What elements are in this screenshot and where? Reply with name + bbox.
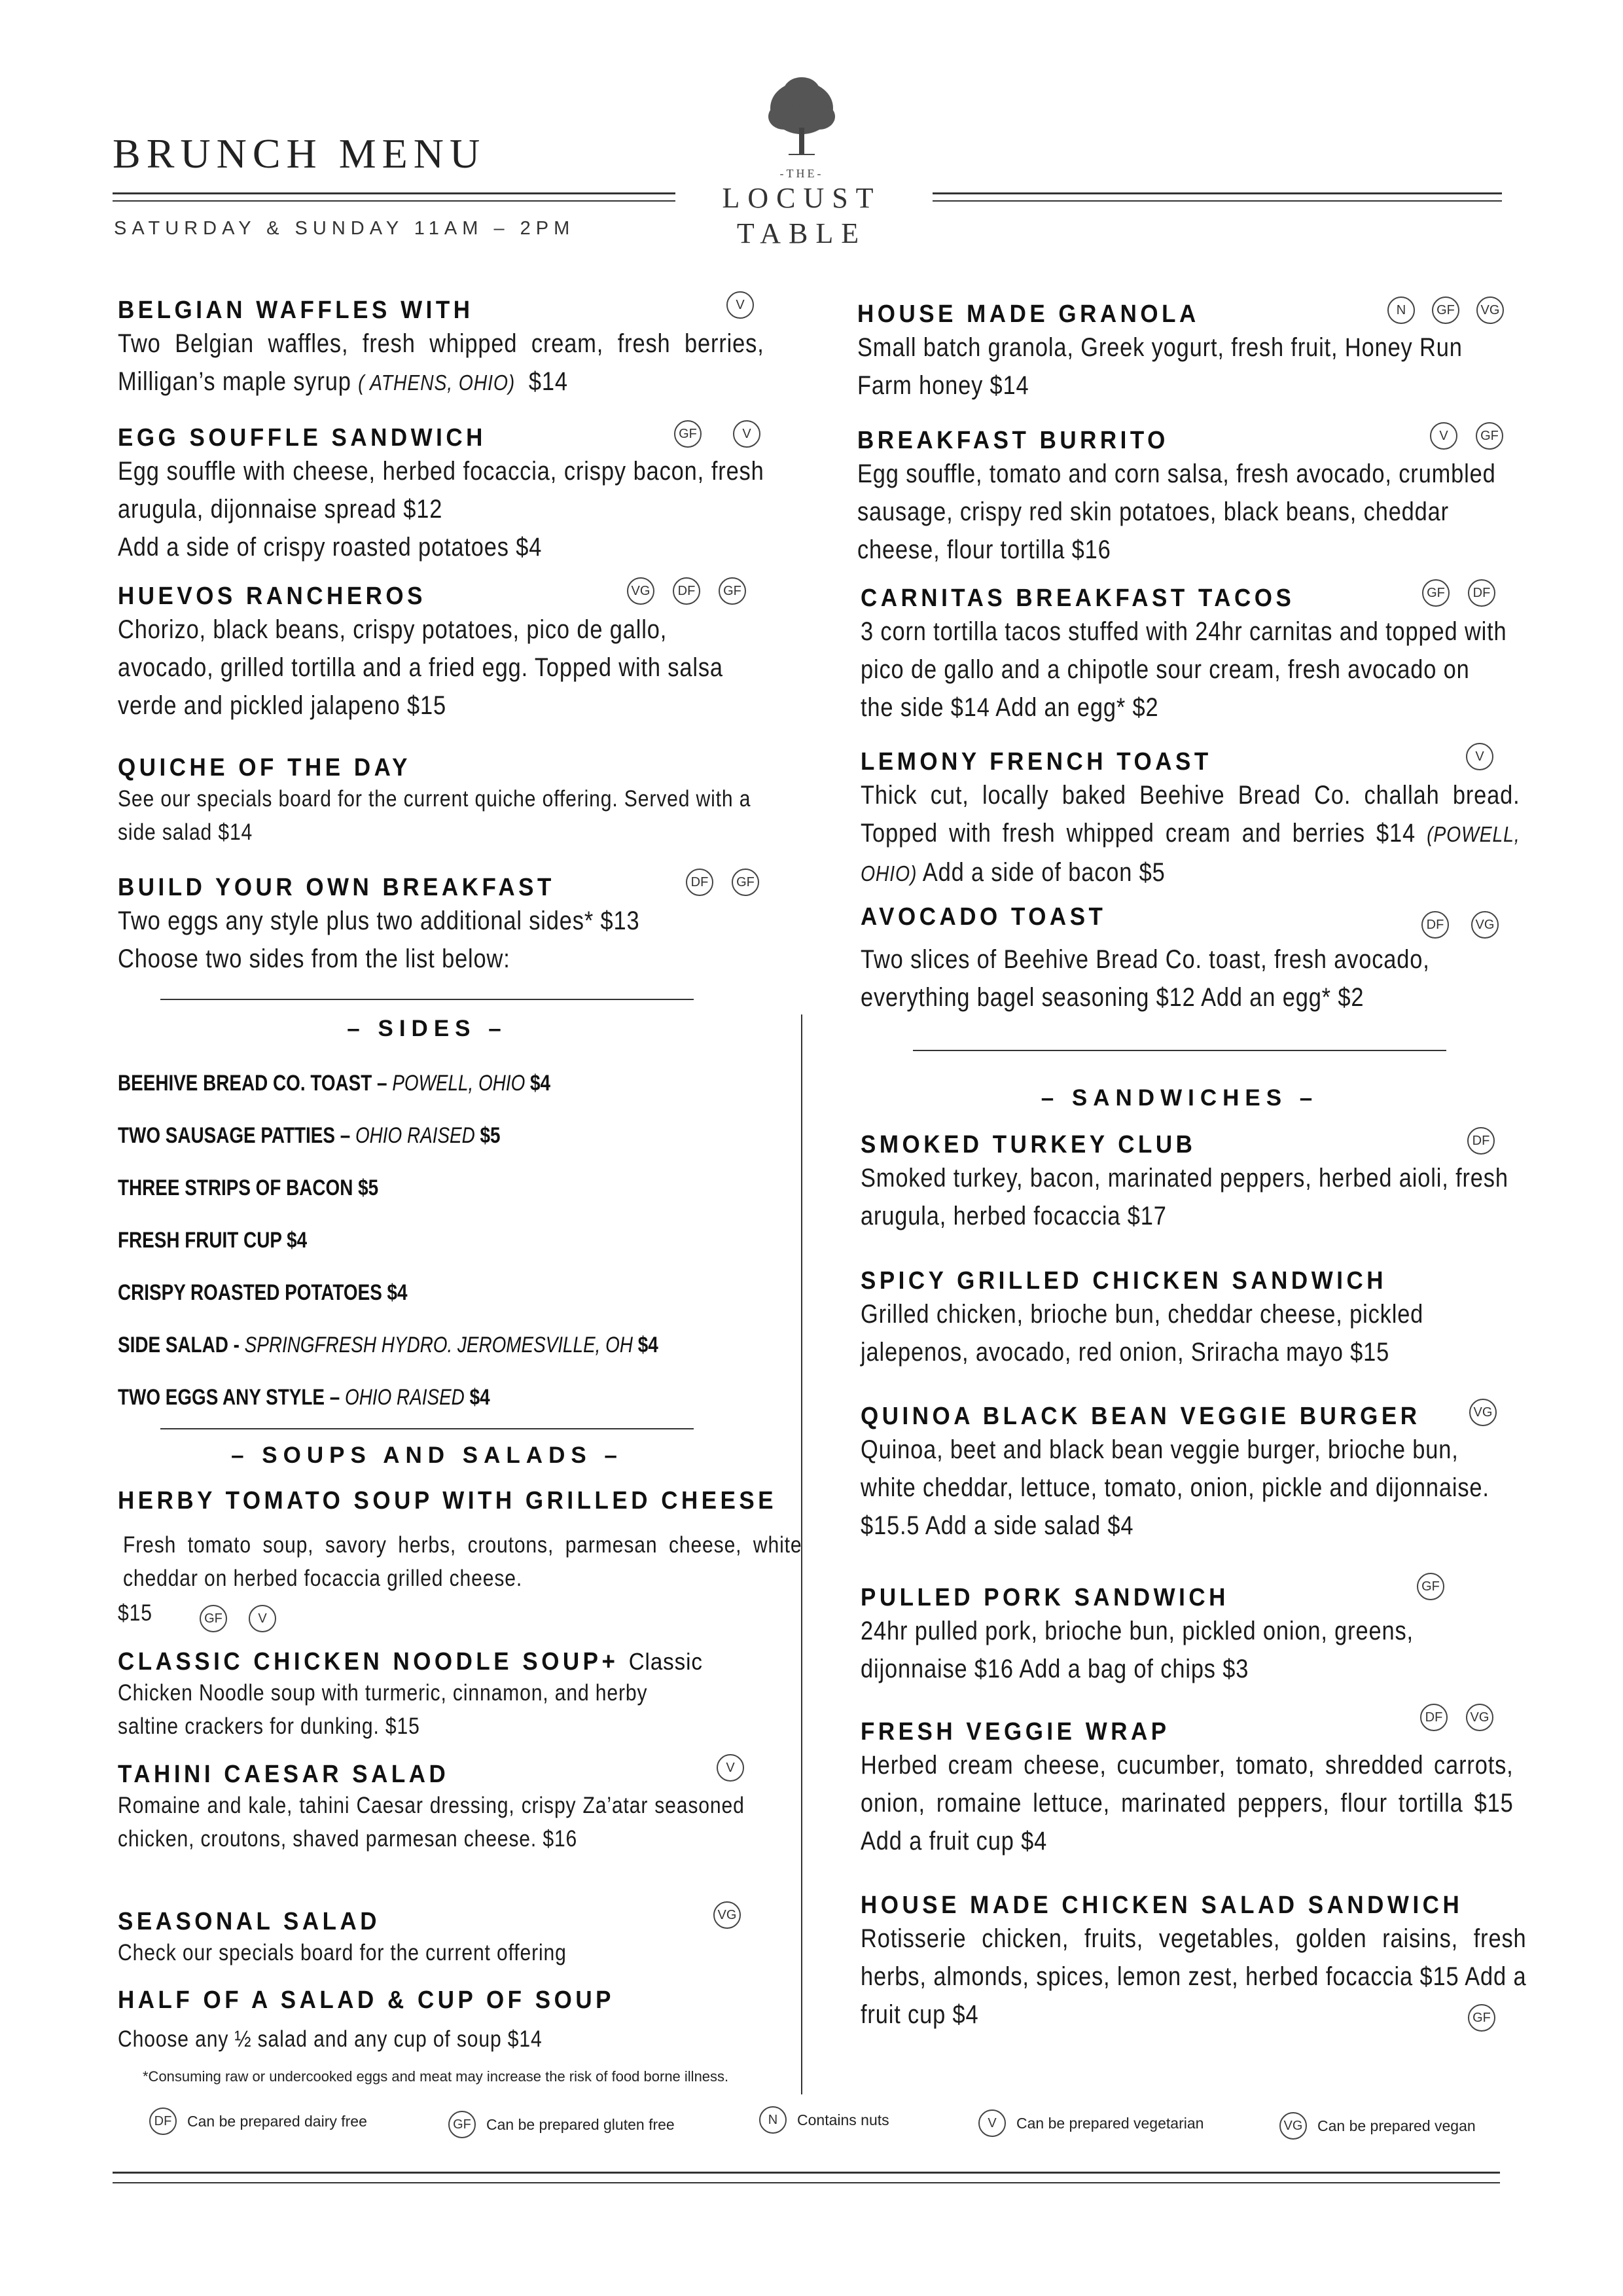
item-name: PULLED PORK SANDWICH [861,1584,1229,1611]
item-name: HOUSE MADE GRANOLA [857,300,1200,328]
vegetarian-icon: V [1430,422,1457,450]
vegetarian-icon: V [733,420,760,448]
item-half-salad-soup [118,1986,766,2056]
gluten-free-icon: GF [674,420,702,448]
item-carnitas-tacos [861,584,1508,726]
side-item: CRISPY ROASTED POTATOES $4 [118,1280,408,1305]
legend-text: Contains nuts [797,2111,889,2128]
soups-heading: – SOUPS AND SALADS – [231,1443,623,1468]
vegan-icon: VG [1469,1399,1497,1426]
item-description: See our specials board for the current quiche offering. Served with a side salad $14 [118,786,751,845]
legend-dairy-free [149,2108,367,2135]
gluten-free-icon: GF [732,869,759,896]
legend-text: Can be prepared vegan [1317,2117,1476,2134]
item-huevos-rancheros [118,583,766,725]
item-description: Small batch granola, Greek yogurt, fresh fruit, Honey Run Farm honey $14 [857,333,1463,400]
legend-text: Can be prepared vegetarian [1016,2114,1204,2132]
legend-text: Can be prepared dairy free [187,2112,367,2130]
header-rule-left [113,192,675,194]
item-description: Fresh tomato soup, savory herbs, croutons, parmesan cheese, white cheddar on herbed focaccia grilled cheese. [123,1532,802,1591]
side-item: TWO SAUSAGE PATTIES – OHIO RAISED $5 [118,1123,501,1148]
logo [713,72,890,251]
item-build-your-own [118,874,766,978]
gluten-free-icon: GF [448,2111,476,2138]
soups-rule-top [160,1428,694,1429]
item-name: SPICY GRILLED CHICKEN SANDWICH [861,1267,1387,1295]
item-description: Rotisserie chicken, fruits, vegetables, golden raisins, fresh herbs, almonds, spices, lemon zest, herbed focaccia $15 Add a fruit cup $4 [861,1924,1527,2029]
dairy-free-icon: DF [149,2108,177,2135]
item-description: Chicken Noodle soup with turmeric, cinnamon, and herby saltine crackers for dunking. $15 [118,1680,648,1739]
vegan-icon: VG [1466,1704,1493,1731]
item-veggie-burger [861,1403,1515,1545]
legend-gluten-free [448,2111,675,2138]
sandwiches-heading: – SANDWICHES – [1041,1085,1319,1111]
item-chicken-salad-sandwich [861,1892,1528,2034]
item-belgian-waffles [118,296,766,402]
legend-contains-nuts [759,2106,889,2134]
item-name: QUICHE OF THE DAY [118,754,412,781]
sides-heading: – SIDES – [347,1016,507,1041]
item-breakfast-burrito [857,427,1505,569]
header-rule-left-2 [113,200,675,202]
header-rule-right-2 [933,200,1502,202]
item-description: Two slices of Beehive Bread Co. toast, fresh avocado, everything bagel seasoning $12 Add an egg* $2 [861,945,1430,1012]
item-name: BREAKFAST BURRITO [857,427,1169,454]
dairy-free-icon: DF [686,869,713,896]
item-price: $15 [118,1600,152,1626]
dairy-free-icon: DF [1467,1127,1495,1155]
item-addon: Add a side of crispy roasted potatoes $4 [118,533,543,562]
contains-nuts-icon: N [759,2106,787,2134]
dairy-free-icon: DF [1468,579,1495,607]
item-name: BUILD YOUR OWN BREAKFAST [118,874,555,901]
item-description: Check our specials board for the current offering [118,1940,567,1965]
footer-rule [113,2172,1500,2174]
logo-line1: LOCUST [722,182,882,214]
legend-vegetarian [978,2109,1204,2137]
item-smoked-turkey-club [861,1131,1515,1235]
dairy-free-icon: DF [673,577,700,605]
page-title: BRUNCH MENU [113,130,486,177]
side-item: THREE STRIPS OF BACON $5 [118,1175,379,1200]
gluten-free-icon: GF [1432,296,1459,324]
item-description: Two Belgian waffles, fresh whipped cream, fresh berries, Milligan’s maple syrup ( ATHENS, OHIO) $14 [118,329,764,396]
item-description: Choose any ½ salad and any cup of soup $14 [118,2026,543,2052]
item-tahini-caesar [118,1761,746,1856]
item-name: SMOKED TURKEY CLUB [861,1131,1196,1158]
vegan-icon: VG [627,577,654,605]
vegetarian-icon: V [717,1754,744,1782]
gluten-free-icon: GF [1417,1573,1444,1600]
side-item: BEEHIVE BREAD CO. TOAST – POWELL, OHIO $4 [118,1071,551,1096]
item-lemony-french-toast [861,748,1522,893]
hours-text: SATURDAY & SUNDAY 11AM – 2PM [114,218,575,239]
vegetarian-icon: V [726,291,754,319]
vegetarian-icon: V [1466,743,1493,770]
side-item: TWO EGGS ANY STYLE – OHIO RAISED $4 [118,1385,490,1410]
gluten-free-icon: GF [1468,2004,1495,2032]
item-description: 24hr pulled pork, brioche bun, pickled onion, greens, dijonnaise $16 Add a bag of chips $3 [861,1617,1414,1683]
legend-text: Can be prepared gluten free [486,2115,675,2133]
item-name: EGG SOUFFLE SANDWICH [118,424,486,452]
vegetarian-icon: V [978,2109,1006,2137]
item-description: 3 corn tortilla tacos stuffed with 24hr carnitas and topped with pico de gallo and a chipotle sour cream, fresh avocado on the side $14 Add an egg* $2 [861,617,1507,722]
footer-rule-2 [113,2182,1500,2183]
item-name: CARNITAS BREAKFAST TACOS [861,584,1295,612]
item-veggie-wrap [861,1718,1515,1860]
item-description: Grilled chicken, brioche bun, cheddar cheese, pickled jalepenos, avocado, red onion, Sriracha mayo $15 [861,1300,1424,1367]
item-seasonal-salad [118,1908,766,1969]
vegan-icon: VG [713,1901,741,1929]
item-name: HUEVOS RANCHEROS [118,583,426,610]
gluten-free-icon: GF [1422,579,1450,607]
item-name: HALF OF A SALAD & CUP OF SOUP [118,1986,615,2014]
item-addon: Choose two sides from the list below: [118,944,510,973]
contains-nuts-icon: N [1387,296,1415,324]
item-description: Egg souffle, tomato and corn salsa, fresh avocado, crumbled sausage, crispy red skin potatoes, black beans, cheddar cheese, flour tortilla $16 [857,459,1496,564]
side-item: FRESH FRUIT CUP $4 [118,1228,308,1253]
dairy-free-icon: DF [1421,911,1449,939]
item-name: HOUSE MADE CHICKEN SALAD SANDWICH [861,1892,1463,1919]
item-spicy-chicken [861,1267,1528,1371]
vegan-icon: VG [1476,296,1504,324]
vegetarian-icon: V [249,1605,276,1632]
gluten-free-icon: GF [719,577,746,605]
item-name: SEASONAL SALAD [118,1908,381,1935]
item-description: Romaine and kale, tahini Caesar dressing, crispy Za’atar seasoned chicken, croutons, shaved parmesan cheese. $16 [118,1793,745,1852]
tree-icon [713,72,890,164]
item-description: Smoked turkey, bacon, marinated peppers, herbed aioli, fresh arugula, herbed focaccia $17 [861,1164,1508,1230]
item-egg-souffle [118,424,766,566]
side-item: SIDE SALAD - SPRINGFRESH HYDRO. JEROMESVILLE, OH $4 [118,1333,658,1357]
item-name: AVOCADO TOAST [861,903,1107,931]
item-name: LEMONY FRENCH TOAST [861,748,1212,776]
legend-vegan [1279,2112,1476,2140]
item-description: Herbed cream cheese, cucumber, tomato, shredded carrots, onion, romaine lettuce, marinated peppers, flour tortilla $15 Add a fruit cup $4 [861,1751,1514,1856]
item-name: FRESH VEGGIE WRAP [861,1718,1170,1746]
logo-pre: -THE- [779,167,824,180]
item-description: Quinoa, beet and black bean veggie burger, brioche bun, white cheddar, lettuce, tomato, onion, pickle and dijonnaise. $15.5 Add a side salad $4 [861,1435,1489,1540]
gluten-free-icon: GF [1476,422,1503,450]
item-name: HERBY TOMATO SOUP WITH GRILLED CHEESE [118,1487,777,1515]
header-rule-right [933,192,1502,194]
sides-rule-top [160,999,694,1000]
item-description: Chorizo, black beans, crispy potatoes, pico de gallo, avocado, grilled tortilla and a fried egg. Topped with salsa verde and pickled jalapeno $15 [118,615,723,720]
gluten-free-icon: GF [200,1605,227,1632]
item-name: QUINOA BLACK BEAN VEGGIE BURGER [861,1403,1421,1430]
footnote: *Consuming raw or undercooked eggs and meat may increase the risk of food borne illness. [143,2068,729,2085]
vegan-icon: VG [1471,911,1499,939]
item-pulled-pork [861,1584,1522,1688]
item-description: Egg souffle with cheese, herbed focaccia, crispy bacon, fresh arugula, dijonnaise spread $12 [118,457,764,524]
dairy-free-icon: DF [1420,1704,1448,1731]
vegan-icon: VG [1279,2112,1307,2140]
logo-line2: TABLE [736,217,867,249]
item-chicken-noodle [118,1648,798,1743]
item-name: CLASSIC CHICKEN NOODLE SOUP+ Classic [118,1648,703,1676]
sandwiches-rule-top [913,1050,1446,1051]
item-quiche [118,754,766,849]
item-name: BELGIAN WAFFLES WITH [118,296,474,324]
item-name: TAHINI CAESAR SALAD [118,1761,450,1788]
column-divider [801,1014,802,2094]
item-description: Two eggs any style plus two additional sides* $13 [118,906,640,935]
item-description: Thick cut, locally baked Beehive Bread Co. challah bread. Topped with fresh whipped cream and berries $14 (POWELL, OHIO) Add a side of bacon $5 [861,781,1520,887]
